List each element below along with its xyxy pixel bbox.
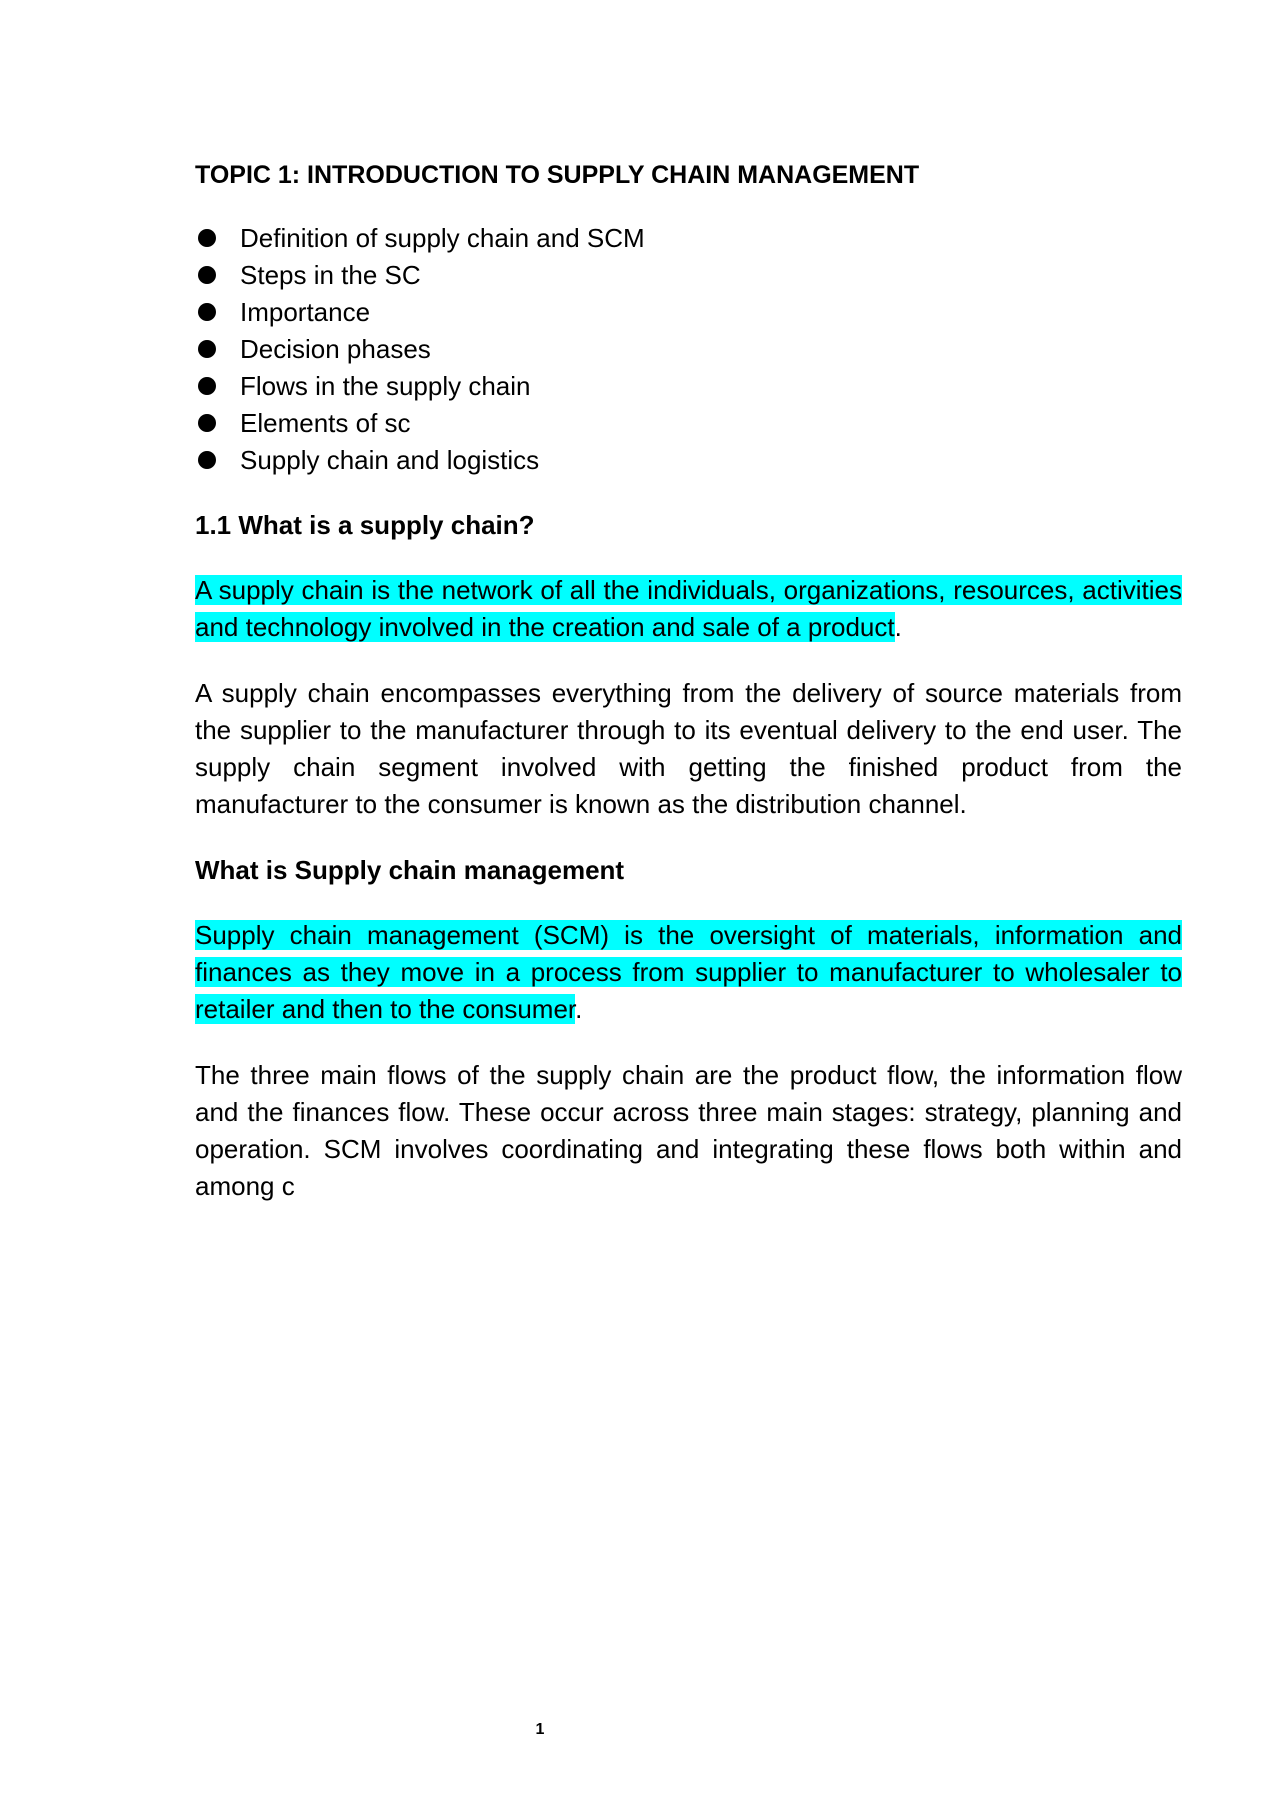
list-item <box>195 257 1182 294</box>
topic-list <box>195 220 1182 479</box>
supply-chain-definition <box>195 572 1182 646</box>
bullet-icon <box>198 266 216 284</box>
bullet-icon <box>198 340 216 358</box>
supply-chain-paragraph: A supply chain encompasses everything from the delivery of source materials from the supplier to the manufacturer through to its eventual delivery to the end user. The supply chain segment involved with getting the finished product from the manufacturer to the consumer is known as the distribution channel. <box>195 678 1182 819</box>
list-item <box>195 442 1182 479</box>
section-heading-supply-chain: 1.1 What is a supply chain? <box>195 510 535 540</box>
page-content <box>195 158 1182 1234</box>
list-item <box>195 405 1182 442</box>
list-item <box>195 294 1182 331</box>
page-number: 1 <box>535 1721 545 1738</box>
list-item-text: Elements of sc <box>240 408 411 438</box>
list-item-text: Definition of supply chain and SCM <box>240 223 645 253</box>
bullet-icon <box>198 377 216 395</box>
list-item <box>195 331 1182 368</box>
list-item-text: Supply chain and logistics <box>240 445 540 475</box>
definition-period: . <box>894 612 902 642</box>
list-item-text: Decision phases <box>240 334 431 364</box>
bullet-icon <box>198 451 216 469</box>
bullet-icon <box>198 229 216 247</box>
bullet-icon <box>198 303 216 321</box>
definition-period: . <box>575 994 583 1024</box>
list-item-text: Importance <box>240 297 371 327</box>
scm-flows-paragraph: The three main flows of the supply chain are the product flow, the information flow and the finances flow. These occur across three main stages: strategy, planning and operation. SCM involves coordinating and integrating these flows both within and among c <box>195 1060 1182 1201</box>
list-item-text: Flows in the supply chain <box>240 371 531 401</box>
highlighted-definition: Supply chain management (SCM) is the oversight of materials, information and finances as they move in a process from supplier to manufacturer to wholesaler to retailer and then to the consumer <box>195 920 1182 1024</box>
list-item <box>195 368 1182 405</box>
highlighted-definition: A supply chain is the network of all the individuals, organizations, resources, activities and technology involved in the creation and sale of a product <box>195 575 1182 642</box>
document-title: TOPIC 1: INTRODUCTION TO SUPPLY CHAIN MANAGEMENT <box>195 161 920 189</box>
section-heading-scm: What is Supply chain management <box>195 855 625 885</box>
list-item-text: Steps in the SC <box>240 260 421 290</box>
bullet-icon <box>198 414 216 432</box>
scm-definition <box>195 917 1182 1028</box>
list-item <box>195 220 1182 257</box>
